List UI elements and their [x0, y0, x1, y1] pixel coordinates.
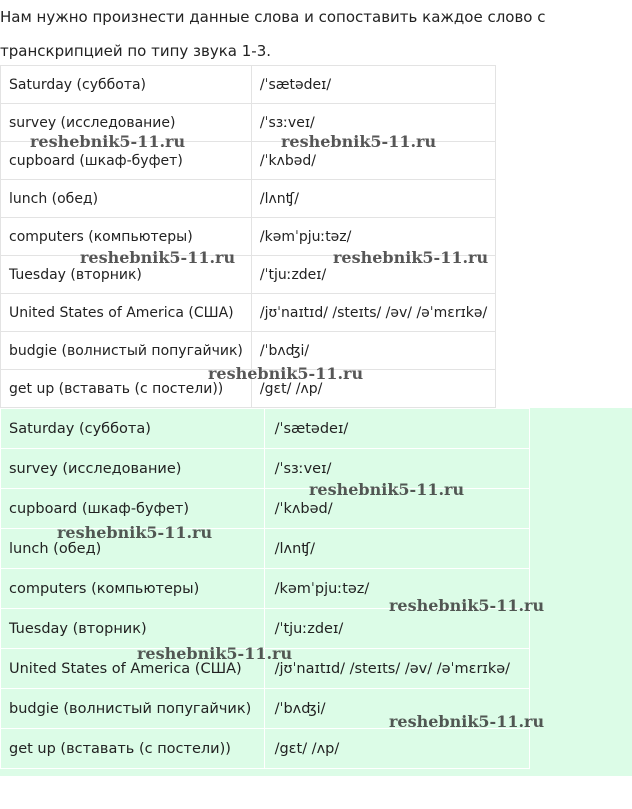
transcription-cell: /jʊˈnaɪtɪd/ /steɪts/ /əv/ /əˈmɛrɪkə/	[251, 294, 495, 332]
watermark: reshebnik5-11.ru	[281, 132, 437, 151]
transcription-cell: /ˈsɜːveɪ/	[251, 104, 495, 142]
watermark: reshebnik5-11.ru	[57, 523, 213, 542]
word-cell: lunch (обед)	[1, 529, 265, 569]
transcription-cell: /ˈsɜːveɪ/	[264, 449, 529, 489]
word-cell: computers (компьютеры)	[1, 569, 265, 609]
transcription-cell: /gɛt/ /ʌp/	[264, 729, 529, 769]
word-cell: cupboard (шкаф-буфет)	[1, 142, 252, 180]
table-row	[1, 409, 530, 449]
watermark: reshebnik5-11.ru	[208, 364, 364, 383]
transcription-cell: /ˈkʌbəd/	[264, 489, 529, 529]
word-cell: United States of America (США)	[1, 294, 252, 332]
watermark: reshebnik5-11.ru	[333, 248, 489, 267]
transcription-cell: /ˈsætədeɪ/	[264, 409, 529, 449]
watermark: reshebnik5-11.ru	[389, 712, 545, 731]
word-cell: budgie (волнистый попугайчик)	[1, 689, 265, 729]
table-row	[1, 180, 496, 218]
table-row	[1, 294, 496, 332]
word-cell: Tuesday (вторник)	[1, 609, 265, 649]
word-cell: get up (вставать (с постели))	[1, 729, 265, 769]
transcription-cell: /ˈtjuːzdeɪ/	[251, 256, 495, 294]
word-cell: get up (вставать (с постели))	[1, 370, 252, 408]
transcription-cell: /lʌnʧ/	[251, 180, 495, 218]
watermark: reshebnik5-11.ru	[30, 132, 186, 151]
watermark: reshebnik5-11.ru	[389, 596, 545, 615]
transcription-cell: /ˈbʌʤi/	[251, 332, 495, 370]
word-cell: computers (компьютеры)	[1, 218, 252, 256]
transcription-cell: /ˈtjuːzdeɪ/	[264, 609, 529, 649]
word-cell: survey (исследование)	[1, 449, 265, 489]
transcription-cell: /kəmˈpjuːtəz/	[251, 218, 495, 256]
transcription-table	[0, 65, 496, 408]
intro-line-2: транскрипцией по типу звука 1-3.	[0, 42, 272, 60]
word-cell: lunch (обед)	[1, 180, 252, 218]
word-cell: survey (исследование)	[1, 104, 252, 142]
transcription-cell: /gɛt/ /ʌp/	[251, 370, 495, 408]
watermark: reshebnik5-11.ru	[80, 248, 236, 267]
word-cell: United States of America (США)	[1, 649, 265, 689]
table-row	[1, 729, 530, 769]
transcription-cell: /ˈbʌʤi/	[264, 689, 529, 729]
table-row	[1, 66, 496, 104]
word-cell: Saturday (суббота)	[1, 409, 265, 449]
word-cell: Saturday (суббота)	[1, 66, 252, 104]
transcription-cell: /ˈsætədeɪ/	[251, 66, 495, 104]
intro-text	[0, 0, 632, 68]
transcription-cell: /jʊˈnaɪtɪd/ /steɪts/ /əv/ /əˈmɛrɪkə/	[264, 649, 529, 689]
word-cell: budgie (волнистый попугайчик)	[1, 332, 252, 370]
intro-line-1: Нам нужно произнести данные слова и сопоставить каждое слово с	[0, 8, 546, 26]
transcription-cell: /lʌnʧ/	[264, 529, 529, 569]
transcription-cell: /ˈkʌbəd/	[251, 142, 495, 180]
word-cell: Tuesday (вторник)	[1, 256, 252, 294]
transcription-cell: /kəmˈpjuːtəz/	[264, 569, 529, 609]
watermark: reshebnik5-11.ru	[309, 480, 465, 499]
watermark: reshebnik5-11.ru	[137, 644, 293, 663]
word-cell: cupboard (шкаф-буфет)	[1, 489, 265, 529]
